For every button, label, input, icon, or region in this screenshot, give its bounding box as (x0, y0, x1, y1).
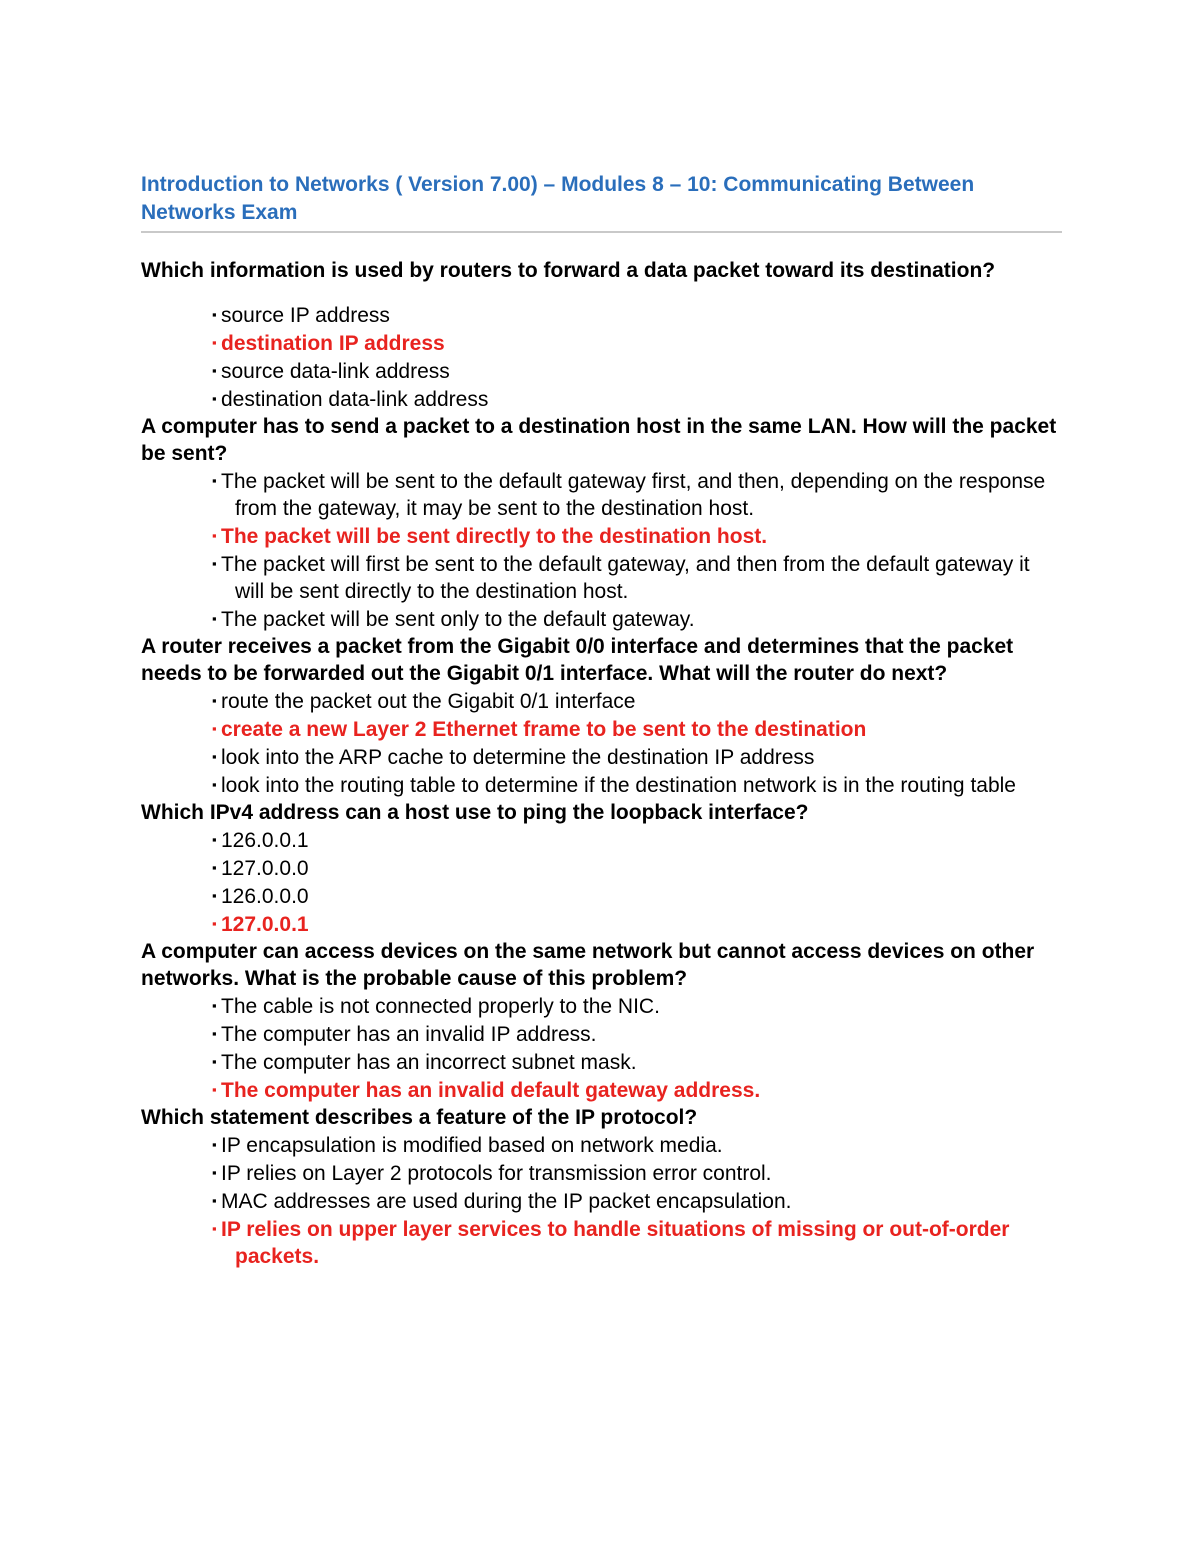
bullet-icon: ▪ (212, 860, 217, 875)
answer-option-text: destination IP address (221, 332, 445, 355)
correct-answer-option (141, 715, 1062, 743)
bullet-icon: ▪ (212, 1137, 217, 1152)
answer-option-text: source IP address (221, 304, 390, 327)
question-text: Which IPv4 address can a host use to ping the loopback interface? (141, 801, 809, 824)
correct-answer-option (141, 910, 1062, 938)
answer-option-text: The packet will be sent only to the default gateway. (221, 608, 695, 631)
question-text: Which information is used by routers to forward a data packet toward its destination? (141, 259, 996, 282)
correct-answer-option (141, 1076, 1062, 1104)
answer-option-text: create a new Layer 2 Ethernet frame to be sent to the destination (221, 718, 867, 741)
answer-option (141, 743, 1062, 771)
question-text: A router receives a packet from the Gigabit 0/0 interface and determines that the packet needs to be forwarded out the Gigabit 0/1 interface. What will the router do next? (141, 635, 1014, 685)
answer-options (141, 826, 1062, 938)
answer-option (141, 1131, 1062, 1159)
answer-option (141, 1187, 1062, 1215)
bullet-icon: ▪ (212, 335, 217, 350)
answer-option (141, 467, 1062, 522)
answer-option (141, 605, 1062, 633)
answer-option (141, 301, 1062, 329)
answer-option-text: look into the ARP cache to determine the destination IP address (221, 746, 815, 769)
bullet-icon: ▪ (212, 611, 217, 626)
answer-option (141, 826, 1062, 854)
answer-option-text: The computer has an invalid IP address. (221, 1023, 597, 1046)
answer-option-text: look into the routing table to determine if the destination network is in the routing table (221, 774, 1016, 797)
bullet-icon: ▪ (212, 556, 217, 571)
answer-option-text: destination data-link address (221, 388, 489, 411)
correct-answer-option (141, 1215, 1062, 1270)
answer-option-text: source data-link address (221, 360, 450, 383)
answer-option (141, 357, 1062, 385)
answer-option (141, 550, 1062, 605)
answer-option-text: 126.0.0.0 (221, 885, 309, 908)
bullet-icon: ▪ (212, 693, 217, 708)
answer-option (141, 687, 1062, 715)
question-text: A computer can access devices on the same network but cannot access devices on other networks. What is the probable cause of this problem? (141, 940, 1035, 990)
answer-option-text: 126.0.0.1 (221, 829, 309, 852)
bullet-icon: ▪ (212, 1082, 217, 1097)
answer-option (141, 771, 1062, 799)
bullet-icon: ▪ (212, 1054, 217, 1069)
bullet-icon: ▪ (212, 777, 217, 792)
answer-option (141, 1048, 1062, 1076)
answer-option-text: 127.0.0.0 (221, 857, 309, 880)
answer-option-text: The packet will be sent directly to the destination host. (221, 525, 768, 548)
bullet-icon: ▪ (212, 391, 217, 406)
answer-option-text: The computer has an incorrect subnet mask. (221, 1051, 637, 1074)
answer-option-text: The packet will first be sent to the default gateway, and then from the default gateway it will be sent directly to the destination host. (221, 553, 1030, 603)
bullet-icon: ▪ (212, 916, 217, 931)
answer-options (141, 301, 1062, 413)
answer-options (141, 467, 1062, 633)
correct-answer-option (141, 522, 1062, 550)
answer-options (141, 1131, 1062, 1270)
answer-option-text: The cable is not connected properly to the NIC. (221, 995, 660, 1018)
question-list (141, 257, 1062, 1270)
bullet-icon: ▪ (212, 749, 217, 764)
answer-option (141, 385, 1062, 413)
answer-option (141, 1159, 1062, 1187)
bullet-icon: ▪ (212, 528, 217, 543)
bullet-icon: ▪ (212, 998, 217, 1013)
answer-option-text: MAC addresses are used during the IP packet encapsulation. (221, 1190, 792, 1213)
document-title: Introduction to Networks ( Version 7.00) – Modules 8 – 10: Communicating Between Networks Exam (141, 171, 1062, 233)
answer-option (141, 882, 1062, 910)
bullet-icon: ▪ (212, 1165, 217, 1180)
answer-option-text: IP relies on upper layer services to handle situations of missing or out-of-order packets. (221, 1218, 1010, 1268)
answer-option-text: 127.0.0.1 (221, 913, 309, 936)
bullet-icon: ▪ (212, 832, 217, 847)
question-text: A computer has to send a packet to a destination host in the same LAN. How will the packet be sent? (141, 415, 1057, 465)
answer-option-text: IP relies on Layer 2 protocols for transmission error control. (221, 1162, 772, 1185)
correct-answer-option (141, 329, 1062, 357)
answer-option-text: route the packet out the Gigabit 0/1 interface (221, 690, 636, 713)
answer-option (141, 854, 1062, 882)
question-text: Which statement describes a feature of the IP protocol? (141, 1106, 698, 1129)
bullet-icon: ▪ (212, 721, 217, 736)
bullet-icon: ▪ (212, 1221, 217, 1236)
answer-options (141, 687, 1062, 799)
bullet-icon: ▪ (212, 888, 217, 903)
document-page (141, 171, 1062, 1270)
answer-option-text: The computer has an invalid default gateway address. (221, 1079, 761, 1102)
bullet-icon: ▪ (212, 1193, 217, 1208)
answer-options (141, 992, 1062, 1104)
answer-option-text: The packet will be sent to the default gateway first, and then, depending on the response from the gateway, it may be sent to the destination host. (221, 470, 1046, 520)
bullet-icon: ▪ (212, 1026, 217, 1041)
bullet-icon: ▪ (212, 363, 217, 378)
answer-option (141, 1020, 1062, 1048)
answer-option-text: IP encapsulation is modified based on network media. (221, 1134, 723, 1157)
bullet-icon: ▪ (212, 307, 217, 322)
bullet-icon: ▪ (212, 473, 217, 488)
answer-option (141, 992, 1062, 1020)
